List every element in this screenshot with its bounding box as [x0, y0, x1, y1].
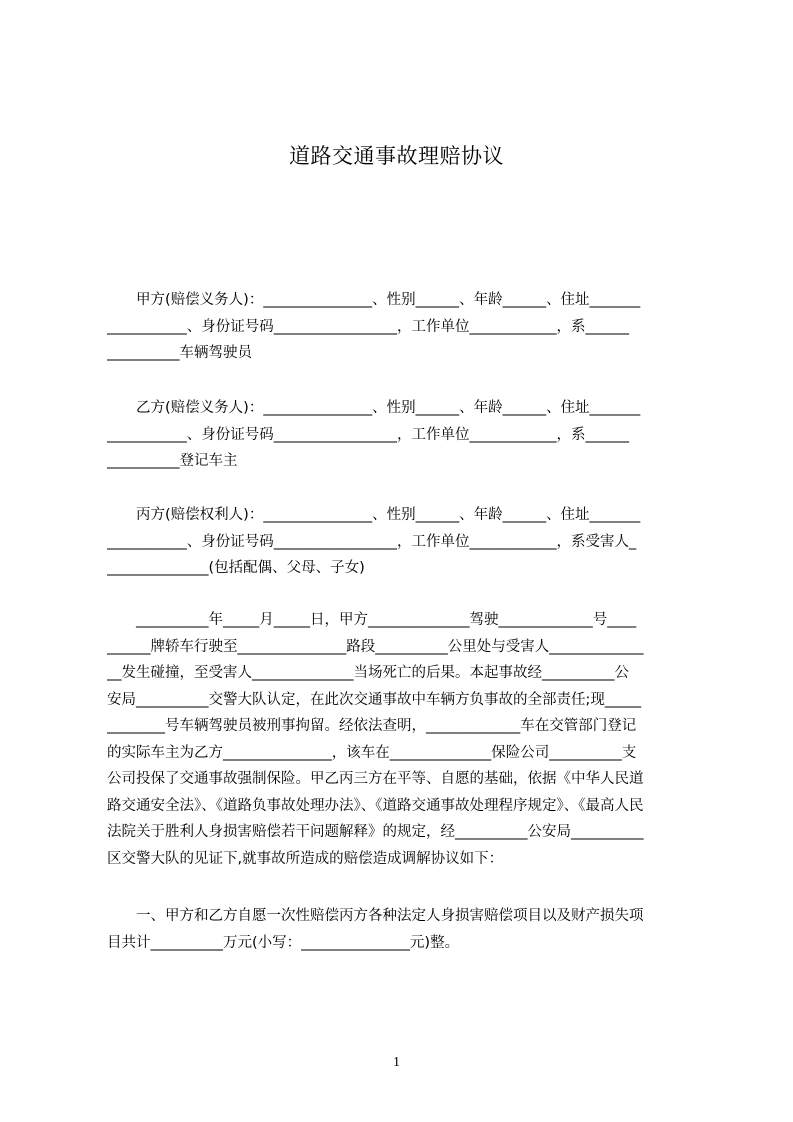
- text-line: ________号车辆驾驶员被刑事拘留。经依法查明，_____________车在交管部门登记: [107, 718, 637, 734]
- text-line: 的实际车主为乙方_______________，该车在______________保险公司__________支: [107, 744, 637, 761]
- text-line: 法院关于胜利人身损害赔偿若干问题解释》的规定，经__________公安局__________: [107, 824, 644, 840]
- party-c-section: [107, 502, 701, 582]
- text-line: 目共计__________万元(小写：_______________元)整。: [107, 934, 460, 951]
- text-line: 路交通安全法》、《道路负事故处理办法》、《道路交通事故处理程序规定》、《最高人民: [107, 797, 644, 814]
- text-line: __________年_____月_____日，甲方______________驾驶_____________号____: [107, 612, 637, 628]
- text-line: ______牌轿车行驶至_______________路段__________公里处与受害人_____________: [107, 638, 644, 655]
- accident-facts-section: [107, 607, 701, 872]
- text-line: 区交警大队的见证下,就事故所造成的赔偿造成调解协议如下：: [107, 850, 504, 867]
- text-line: 甲方(赔偿义务人)：_______________、性别______、年龄______、住址_______: [107, 292, 641, 308]
- text-line: ___________、身份证号码_________________，工作单位____________，系______: [107, 318, 629, 335]
- text-line: __________车辆驾驶员: [107, 345, 252, 361]
- page-number: 1: [393, 1055, 400, 1070]
- text-line: ___________、身份证号码_________________，工作单位____________，系受害人_: [107, 533, 637, 550]
- document-title: 道路交通事故理赔协议: [289, 144, 504, 168]
- text-line: ______________(包括配偶、父母、子女): [107, 560, 365, 576]
- text-line: ___________、身份证号码_________________，工作单位____________，系______: [107, 426, 629, 443]
- party-a-section: [107, 287, 701, 367]
- clause-1-section: [107, 903, 701, 956]
- party-b-section: [107, 395, 701, 475]
- text-line: __________登记车主: [107, 453, 238, 469]
- text-line: 公司投保了交通事故强制保险。甲乙丙三方在平等、自愿的基础，依据《中华人民道: [107, 771, 644, 787]
- text-line: 安局__________交警大队认定，在此次交通事故中车辆方负事故的全部责任;现_____: [107, 691, 642, 708]
- text-line: 丙方(赔偿权利人)：_______________、性别______、年龄______、住址_______: [107, 507, 641, 523]
- text-line: 一、甲方和乙方自愿一次性赔偿丙方各种法定人身损害赔偿项目以及财产损失项: [107, 908, 644, 924]
- text-line: __发生碰撞，至受害人______________当场死亡的后果。本起事故经__________公: [107, 665, 629, 681]
- text-line: 乙方(赔偿义务人)：_______________、性别______、年龄______、住址_______: [107, 400, 641, 416]
